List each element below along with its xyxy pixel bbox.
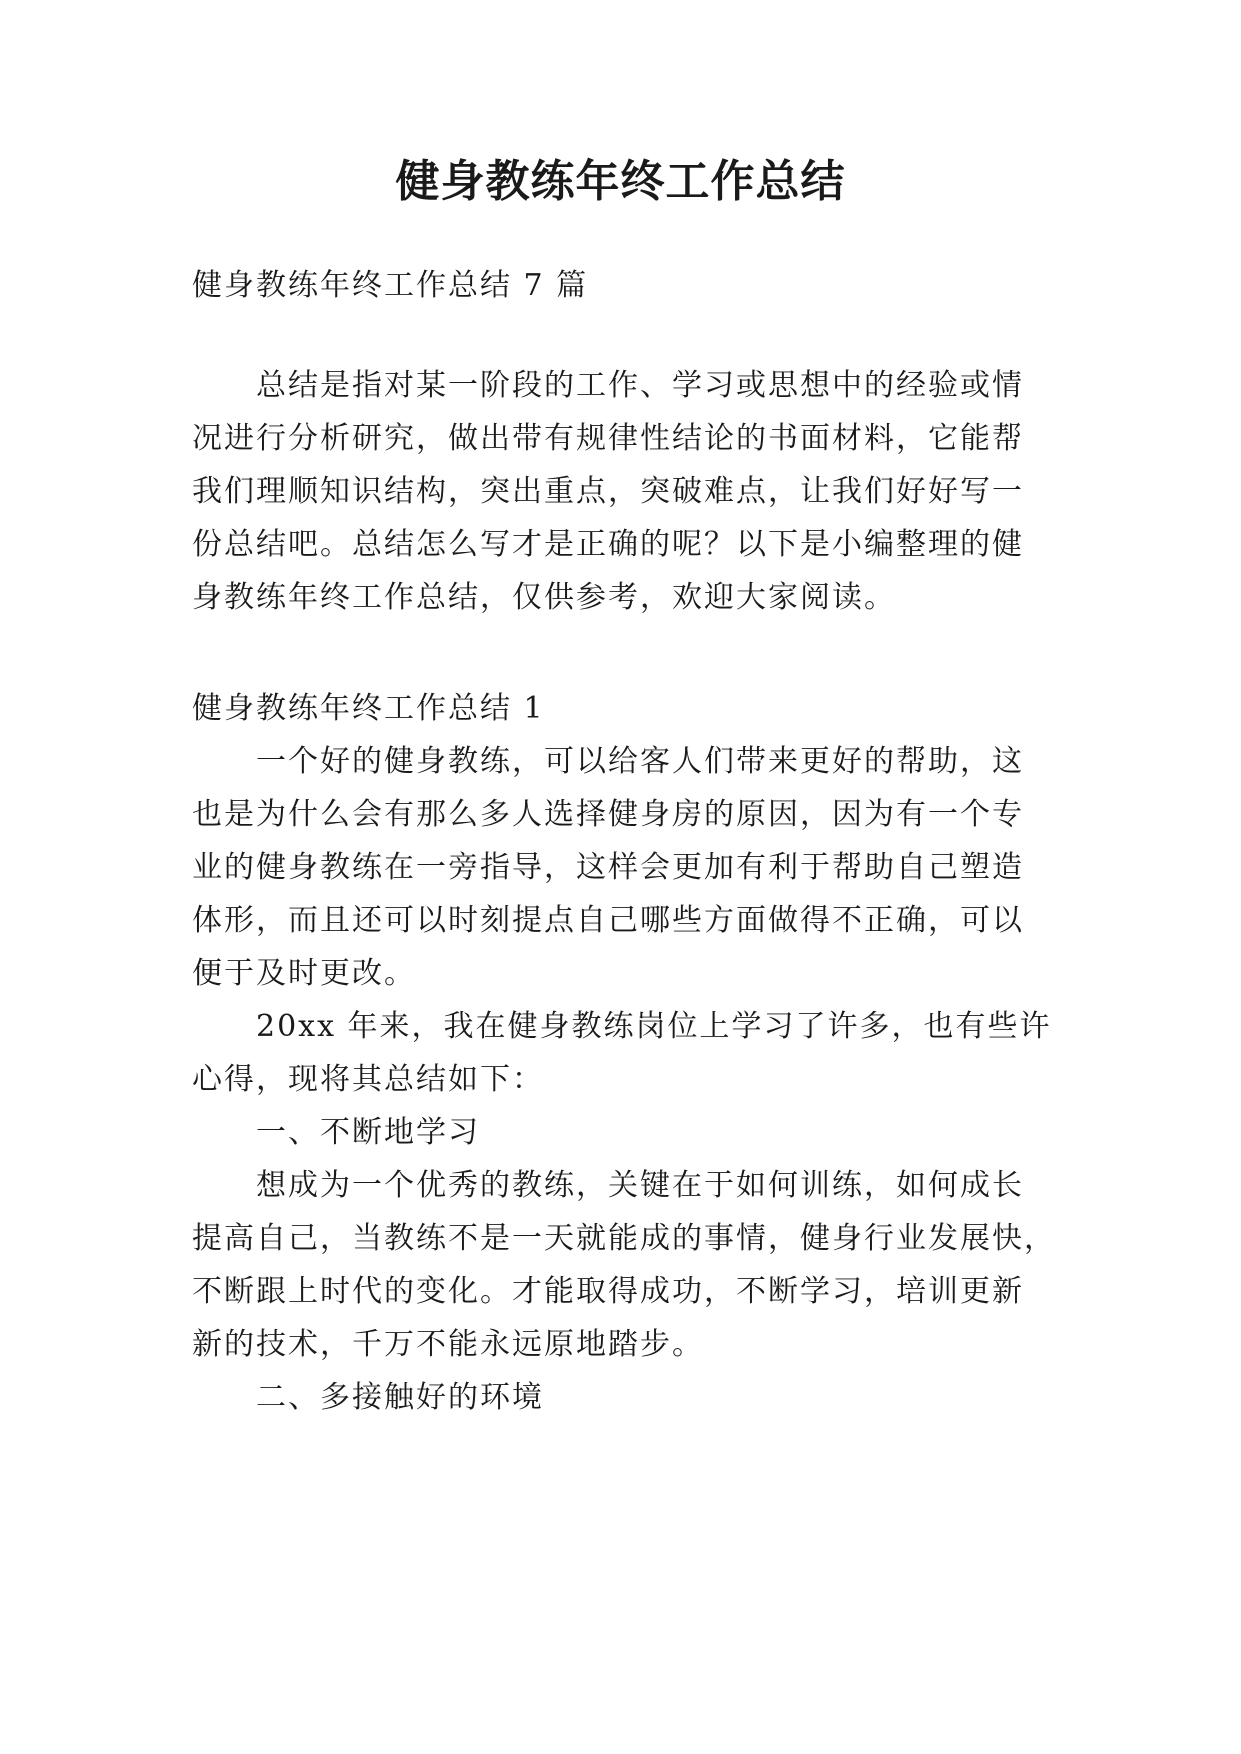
intro-line-4: 份总结吧。总结怎么写才是正确的呢？以下是小编整理的健 [192, 527, 1024, 562]
para3-line-2: 提高自己，当教练不是一天就能成的事情，健身行业发展快， [192, 1221, 1056, 1256]
para3-line-1: 想成为一个优秀的教练，关键在于如何训练，如何成长 [256, 1168, 1024, 1203]
subheading-learning: 一、不断地学习 [256, 1115, 480, 1150]
para2-line-2: 心得，现将其总结如下： [192, 1062, 544, 1097]
intro-line-5: 身教练年终工作总结，仅供参考，欢迎大家阅读。 [192, 580, 896, 615]
document-title: 健身教练年终工作总结 [395, 156, 846, 207]
subheading-environment: 二、多接触好的环境 [256, 1380, 544, 1415]
section-heading-1: 健身教练年终工作总结 1 [192, 691, 545, 726]
para1-line-2: 也是为什么会有那么多人选择健身房的原因，因为有一个专 [192, 797, 1024, 832]
para1-line-4: 体形，而且还可以时刻提点自己哪些方面做得不正确，可以 [192, 903, 1024, 938]
intro-line-3: 我们理顺知识结构，突出重点，突破难点，让我们好好写一 [192, 474, 1024, 509]
para3-line-3: 不断跟上时代的变化。才能取得成功，不断学习，培训更新 [192, 1274, 1024, 1309]
para1-line-1: 一个好的健身教练，可以给客人们带来更好的帮助，这 [256, 744, 1024, 779]
para1-line-3: 业的健身教练在一旁指导，这样会更加有利于帮助自己塑造 [192, 850, 1024, 885]
para2-line-1: 20xx 年来，我在健身教练岗位上学习了许多，也有些许 [256, 1009, 1052, 1044]
para1-line-5: 便于及时更改。 [192, 956, 416, 991]
intro-line-1: 总结是指对某一阶段的工作、学习或思想中的经验或情 [256, 368, 1024, 403]
para3-line-4: 新的技术，千万不能永远原地踏步。 [192, 1327, 704, 1362]
intro-line-2: 况进行分析研究，做出带有规律性结论的书面材料，它能帮 [192, 421, 1024, 456]
document-subtitle: 健身教练年终工作总结 7 篇 [192, 268, 589, 303]
